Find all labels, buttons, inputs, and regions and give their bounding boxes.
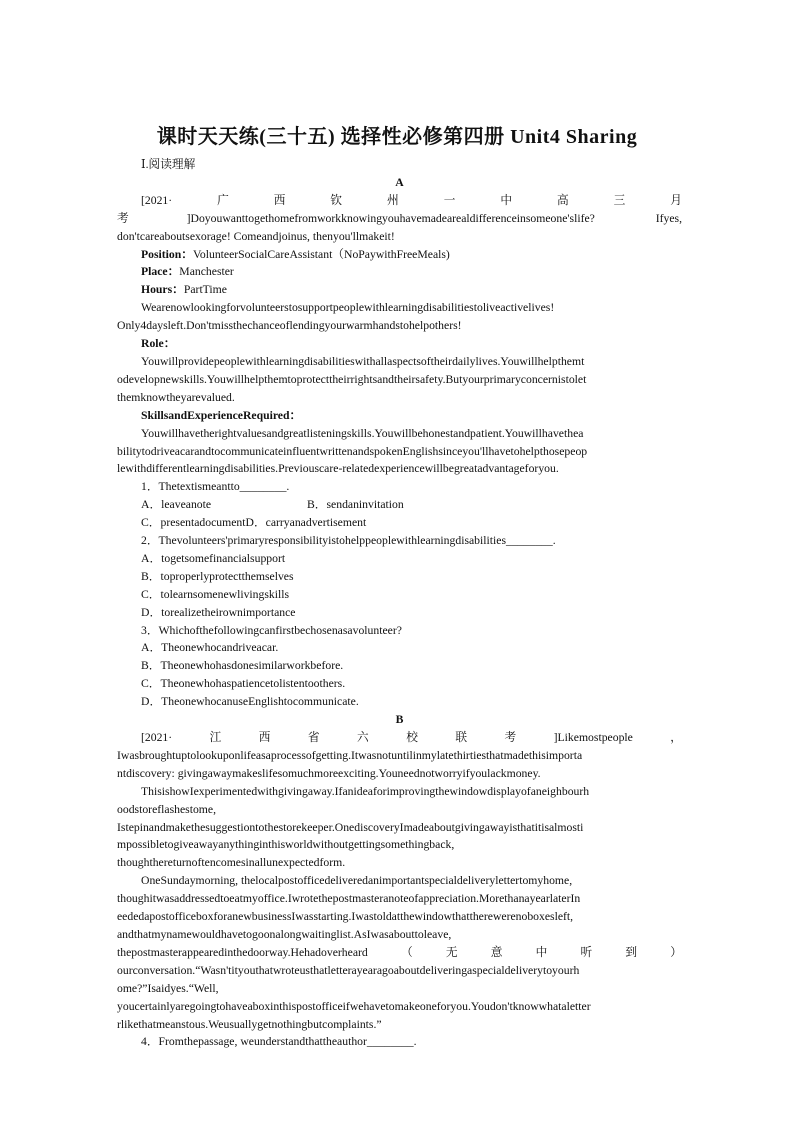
place-value: Manchester [179,265,234,279]
question-stem: 3．Whichofthefollowingcanfirstbechosenasavolunteer? [141,623,402,637]
passage-b-label: B [395,713,404,727]
passage-a-label: A [395,175,404,189]
skills-label: SkillsandExperienceRequired： [141,408,302,422]
hours-value: PartTime [183,283,227,297]
hours-label: Hours： [141,283,184,297]
passage-b-line: thepostmasterappearedinthedoorway.Hehadoverheard（无意中听到） [117,945,682,959]
passage-b-line: Iwasbroughtuptolookuponlifeasaprocessofgetting.Itwasnotuntilinmylatethirtiesthatmadethisimporta [117,748,583,762]
option: D．TheonewhocanuseEnglishtocommunicate. [141,695,359,709]
passage-a-intro: Only4daysleft.Don'tmissthechanceoflendingyourwarmhandstohelpothers! [117,319,462,333]
option: A．Theonewhocandriveacar. [141,641,279,655]
passage-b-line: ThisishowIexperimentedwithgivingaway.Ifanideaforimprovingthewindowdisplayofaneighbourh [141,784,590,798]
passage-b-line: OneSundaymorning, thelocalpostofficedeliveredanimportantspecialdeliverylettertomyhome, [141,874,573,888]
passage-b-line: ome?”Isaidyes.“Well, [117,981,219,995]
passage-b-line: mpossibletogiveawayanythinginthisworldwithoutgettingsomethingback, [117,838,455,852]
passage-a-line: 考]Doyouwanttogethomefromworkknowingyouhavemadearealdifferenceinsomeone'slife? Ifyes, [117,211,682,225]
option: D．torealizetheirownimportance [141,605,296,619]
question-stem: 2．Thevolunteers'primaryresponsibilityistohelppeoplewithlearningdisabilities________. [141,534,556,548]
passage-b-line: thoughitwasaddressedtoeatmyoffice.Iwrotethepostmasteranoteofappreciation.MorethanayearlaterIn [117,892,581,906]
question-stem: 4．Fromthepassage, weunderstandthattheauthor________. [141,1035,417,1049]
hours-field [117,281,682,299]
passage-b-line: andthatmynamewouldhavetogoonalongwaitinglist.AsIwasabouttoleave, [117,927,452,941]
passage-a-source: [2021·广西钦州一中高三月 [141,193,682,207]
option: A．togetsomefinancialsupport [141,551,286,565]
skills-text: lewithdifferentlearningdisabilities.Previouscare-relatedexperiencewillbegreatadvantageforyou. [117,462,559,476]
passage-b-line: youcertainlyaregoingtohaveaboxinthispostofficeifwehavetomakeoneforyou.Youdon'tknowwhataletter [117,999,591,1013]
skills-text: Youwillhavetherightvaluesandgreatlisteningskills.Youwillbehonestandpatient.Youwillhavethea [141,426,584,440]
passage-b-line: thoughthereturnoftencomesinallunexpectedform. [117,856,346,870]
passage-a-intro: Wearenowlookingforvolunteerstosupportpeoplewithlearningdisabilitiestoliveactivelives! [141,301,555,315]
position-label: Position： [141,247,193,261]
page-title: 课时天天练(三十五) 选择性必修第四册 Unit4 Sharing [156,126,638,148]
question-options-row [117,496,682,514]
position-value: VolunteerSocialCareAssistant（NoPaywithFreeMeals) [192,247,450,261]
document-body [117,156,682,1051]
passage-b-line: rlikethatmeanstous.Weusuallygetnothingbutcomplaints.” [117,1017,382,1031]
passage-b-line: Istepinandmakethesuggestiontothestorekeeper.OnediscoveryImadeaboutgivingawayisthatitisalmosti [117,820,584,834]
role-text: odevelopnewskills.Youwillhelpthemtoprotecttheirrightsandtheirsafety.Butyourprimaryconcernistolet [117,372,587,386]
option: D．carryanadvertisement [245,516,367,530]
option: C．tolearnsomenewlivingskills [141,587,290,601]
question-stem: 1．Thetextismeantto________. [141,480,290,494]
option: C．presentadocument [141,516,246,530]
passage-a-line: don'tcareaboutsexorage! Comeandjoinus, thenyou'llmakeit! [117,229,395,243]
place-label: Place： [141,265,180,279]
question-options-row [117,514,682,532]
passage-b-line: oodstoreflashestome, [117,802,216,816]
option: C．Theonewhohaspatiencetolistentoothers. [141,677,346,691]
role-text: themknowtheyarevalued. [117,390,235,404]
place-field [117,263,682,281]
passage-b-line: ntdiscovery: givingawaymakeslifesomuchmoreexciting.Youneednotworryifyoulackmoney. [117,766,541,780]
role-text: Youwillprovidepeoplewithlearningdisabilitieswithallaspectsoftheirdailylives.Youwillhelpthemt [141,354,585,368]
option: A．leaveanote [141,498,212,512]
passage-b-line: eededapostofficeboxforanewbusinessIwasstarting.Iwastoldatthewindowthattherewerenoboxesleft, [117,910,574,924]
passage-b-line: ourconversation.“Wasn'tityouthatwroteusthatletterayearagoaboutdeliveringaspecialdeliverytoyourh [117,963,580,977]
option: B．toproperlyprotectthemselves [141,569,294,583]
role-label: Role： [141,337,176,351]
section-heading: Ⅰ.阅读理解 [141,158,196,171]
skills-text: bilitytodriveacarandtocommunicateinfluentwrittenandspokenEnglishsinceyou'llhavetohelpthosepeop [117,444,588,458]
position-field [117,246,682,264]
option: B．Theonewhohasdonesimilarworkbefore. [141,659,344,673]
passage-b-source: [2021·江西省六校联考]Likemostpeople， [141,731,682,744]
option: B．sendaninvitation [307,498,404,512]
